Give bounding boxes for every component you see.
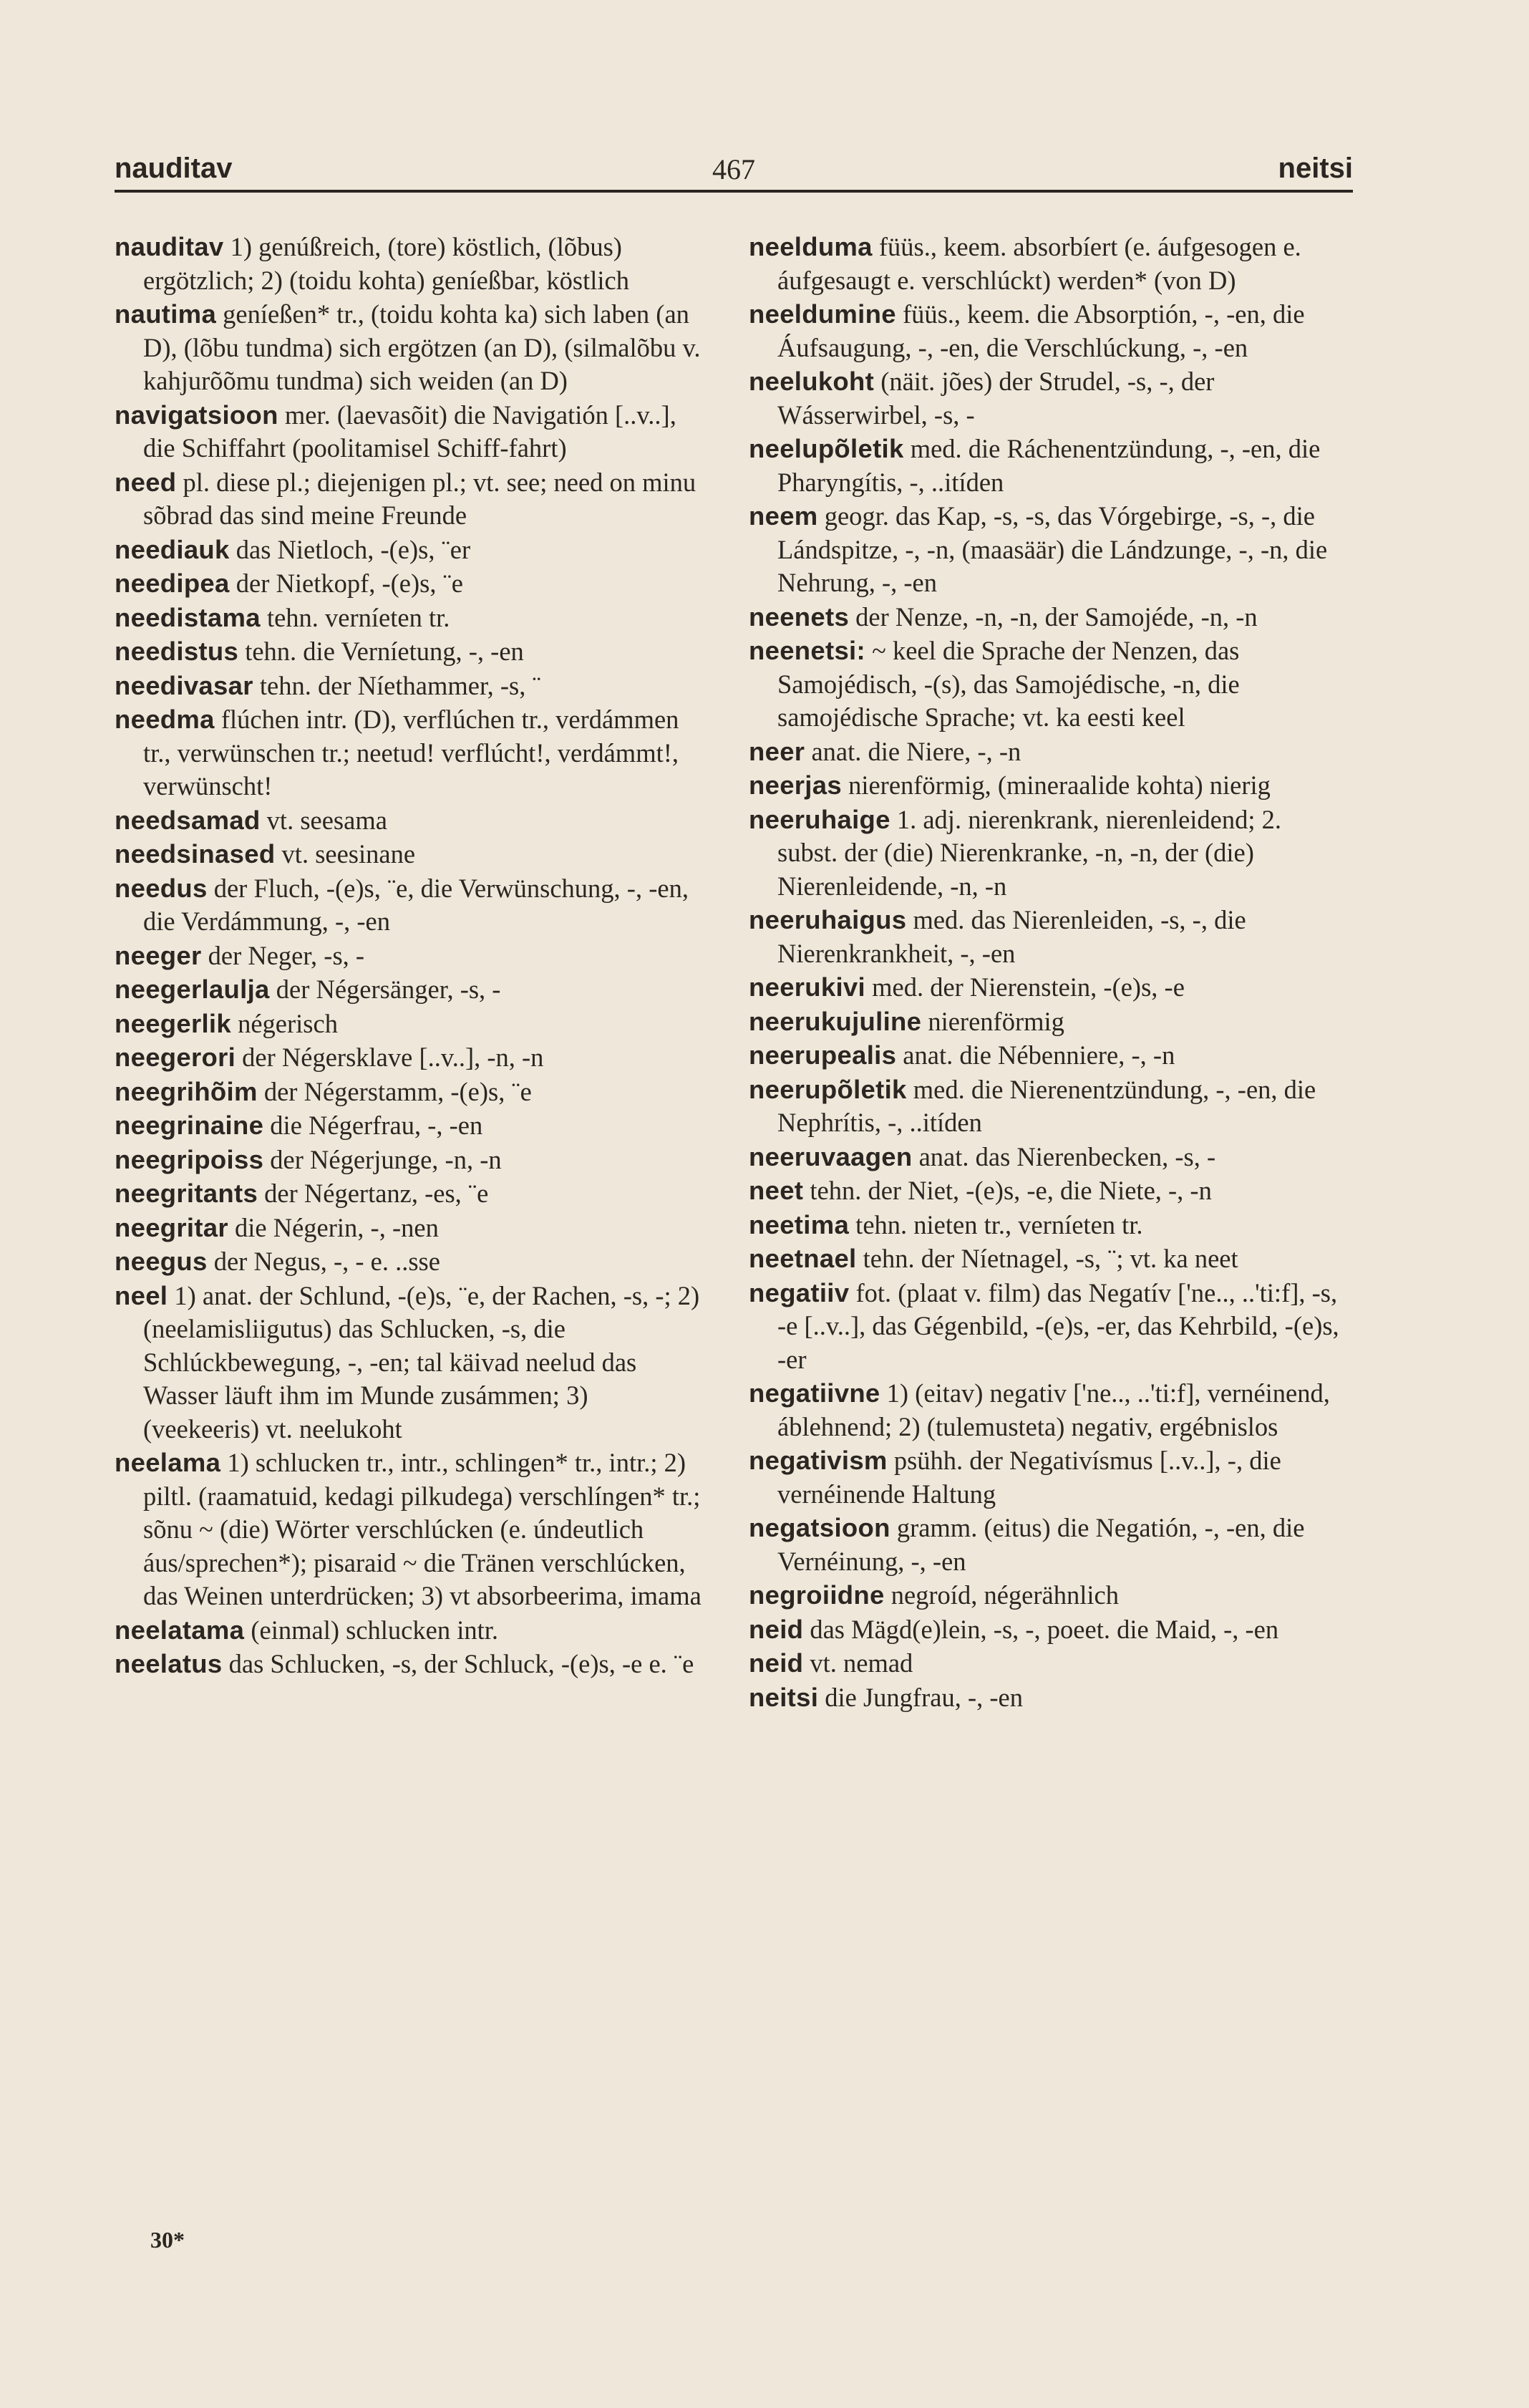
definition: der Nietkopf, -(e)s, ¨e (236, 569, 463, 598)
dictionary-entry (749, 1209, 1343, 1242)
definition: 1) anat. der Schlund, -(e)s, ¨e, der Rachen, -s, -; 2) (neelamisliigutus) das Schlucken, -s, die Schlúckbewegung, -, -en; tal käivad neelud das Wasser läuft ihm im Munde zusámmen; 3) (veekeeris) vt. neelukoht (143, 1280, 700, 1444)
dictionary-entry (749, 231, 1343, 297)
headword: neegerlaulja (115, 975, 270, 1004)
dictionary-entry (749, 634, 1343, 735)
definition: tehn. der Níethammer, -s, ¨ (259, 670, 541, 700)
headword: neenets (749, 601, 850, 632)
definition: das Nietloch, -(e)s, ¨er (236, 534, 471, 564)
dictionary-entry (115, 1648, 709, 1681)
headword: neitsi (749, 1682, 819, 1712)
definition: vt. nemad (810, 1648, 913, 1678)
header-last-word: neitsi (1278, 153, 1353, 184)
definition: ~ keel die Sprache der Nenzen, das Samojédisch, -(s), das Samojédische, -n, die samojédische Sprache; vt. ka eesti keel (777, 636, 1240, 732)
definition: 1) schlucken tr., intr., schlingen* tr., intr.; 2) piltl. (raamatuid, kedagi pilkudega) verschlíngen* tr.; sõnu ~ (die) Wörter verschlúcken (e. úndeutlich áus/sprechen*); pisaraid ~ die Tränen verschlúcken, das Weinen unterdrücken; 3) vt absorbeerima, imama (143, 1448, 702, 1610)
headword: neegerori (115, 1043, 236, 1072)
definition: mer. (laevasõit) die Navigatión [..v..], die Schiffahrt (poolitamisel Schiff-fahrt) (143, 400, 676, 463)
definition: vt. seesama (266, 805, 387, 835)
headword: neel (115, 1280, 168, 1310)
dictionary-entry (749, 971, 1343, 1005)
dictionary-entry (749, 601, 1343, 634)
headword: neelama (115, 1448, 221, 1477)
headword: negativism (749, 1446, 888, 1475)
dictionary-entry (749, 1039, 1343, 1073)
dictionary-entry (115, 703, 709, 803)
headword: negatiiv (749, 1277, 850, 1307)
headword: navigatsioon (115, 400, 278, 430)
dictionary-entry (749, 803, 1343, 904)
right-column (749, 231, 1343, 1715)
dictionary-entry (749, 1377, 1343, 1444)
headword: neeruvaagen (749, 1141, 913, 1171)
headword: negatiivne (749, 1378, 880, 1408)
definition: nierenförmig, (mineraalide kohta) nierig (848, 770, 1271, 800)
headword: neerupõletik (749, 1074, 907, 1104)
dictionary-entry (115, 1109, 709, 1143)
dictionary-entry (749, 500, 1343, 600)
definition: 1) genúßreich, (tore) köstlich, (lõbus) ergötzlich; 2) (toidu kohta) geníeßbar, köstlich (143, 232, 630, 295)
headword: needus (115, 873, 208, 903)
dictionary-entry (115, 939, 709, 973)
headword: needma (115, 705, 215, 734)
definition: füüs., keem. die Absorptión, -, -en, die Áufsaugung, -, -en, die Verschlúckung, -, -en (777, 299, 1305, 362)
dictionary-entry (115, 298, 709, 398)
dictionary-entry (115, 1075, 709, 1109)
dictionary-entry (115, 973, 709, 1007)
definition: die Jungfrau, -, -en (825, 1682, 1023, 1712)
headword: needivasar (115, 670, 253, 700)
dictionary-entry (749, 1681, 1343, 1715)
dictionary-entry (115, 1177, 709, 1211)
definition: flúchen intr. (D), verflúchen tr., verdámmen tr., verwünschen tr.; neetud! verflúcht!, verdámmt!, verwünscht! (143, 705, 679, 801)
headword: neerupealis (749, 1040, 897, 1070)
headword: neid (749, 1648, 804, 1678)
dictionary-entry (115, 533, 709, 567)
definition: 1) (eitav) negativ ['ne.., ..'ti:f], vernéinend, áblehnend; 2) (tulemusteta) negativ, ergébnislos (777, 1378, 1330, 1441)
definition: der Négersänger, -s, - (276, 975, 501, 1004)
left-column (115, 231, 709, 1682)
definition: vt. seesinane (281, 839, 416, 869)
definition: tehn. verníeten tr. (266, 602, 450, 632)
dictionary-entry (749, 1444, 1343, 1511)
definition: das Schlucken, -s, der Schluck, -(e)s, -e e. ¨e (228, 1649, 694, 1678)
definition: anat. das Nierenbecken, -s, - (918, 1141, 1216, 1171)
dictionary-entry (115, 1245, 709, 1279)
definition: med. der Nierenstein, -(e)s, -e (872, 972, 1185, 1002)
headword: neelupõletik (749, 434, 904, 463)
dictionary-entry (115, 635, 709, 669)
dictionary-entry (749, 1005, 1343, 1039)
headword: neegrihõim (115, 1076, 258, 1106)
dictionary-entry (749, 1141, 1343, 1174)
definition: psühh. der Negativísmus [..v..], -, die vernéinende Haltung (777, 1446, 1281, 1509)
definition: gramm. (eitus) die Negatión, -, -en, die Vernéinung, -, -en (777, 1513, 1305, 1576)
headword: neegerlik (115, 1008, 231, 1038)
headword: needistus (115, 637, 239, 666)
page-number: 467 (712, 153, 755, 185)
headword: neid (749, 1614, 804, 1644)
definition: tehn. die Verníetung, -, -en (245, 637, 524, 666)
dictionary-entry (115, 399, 709, 465)
dictionary-entry (115, 1280, 709, 1446)
dictionary-entry (749, 1613, 1343, 1647)
definition: (einmal) schlucken intr. (251, 1615, 499, 1645)
printer-signature: 30* (150, 2227, 185, 2253)
headword: neegus (115, 1247, 208, 1276)
definition: tehn. der Niet, -(e)s, -e, die Niete, -, -n (810, 1176, 1212, 1205)
definition: 1. adj. nierenkrank, nierenleidend; 2. subst. der (die) Nierenkranke, -n, -n, der (die) Nierenleidende, -n, -n (777, 804, 1282, 901)
headword: neeldumine (749, 299, 896, 329)
headword: neeruhaigus (749, 905, 907, 934)
dictionary-entry (115, 872, 709, 939)
dictionary-entry (749, 1277, 1343, 1377)
definition: der Fluch, -(e)s, ¨e, die Verwünschung, -, -en, die Verdámmung, -, -en (143, 873, 689, 936)
dictionary-entry (749, 1647, 1343, 1681)
definition: der Négersklave [..v..], -n, -n (242, 1043, 544, 1072)
headword: neegripoiss (115, 1144, 264, 1174)
headword: neelukoht (749, 367, 875, 396)
definition: tehn. nieten tr., verníeten tr. (855, 1209, 1143, 1239)
definition: geníeßen* tr., (toidu kohta ka) sich laben (an D), (lõbu tundma) sich ergötzen (an D), (silmalõbu v. kahjurõõmu tundma) sich weiden (an D) (143, 299, 701, 395)
dictionary-entry (749, 769, 1343, 803)
headword: neeger (115, 940, 202, 970)
definition: die Négerfrau, -, -en (270, 1111, 483, 1140)
dictionary-entry (749, 904, 1343, 970)
definition: med. die Nierenentzündung, -, -en, die Nephrítis, -, ..itíden (777, 1074, 1316, 1137)
headword: needistama (115, 602, 261, 632)
header-first-word: nauditav (115, 153, 233, 184)
headword: needsinased (115, 839, 276, 869)
headword: nautima (115, 299, 217, 329)
headword: needsamad (115, 805, 261, 835)
definition: negroíd, négerähnlich (890, 1580, 1119, 1610)
headword: neetnael (749, 1244, 857, 1273)
dictionary-entry (115, 601, 709, 635)
definition: négerisch (238, 1008, 338, 1038)
definition: der Négerstamm, -(e)s, ¨e (263, 1076, 532, 1106)
headword: neenetsi: (749, 636, 865, 665)
definition: fot. (plaat v. film) das Negatív ['ne.., ..'ti:f], -s, -e [..v..], das Gégenbild, -(e)s, -er, das Kehrbild, -(e)s, -er (777, 1277, 1339, 1374)
headword: negroiidne (749, 1580, 885, 1610)
headword: neegritar (115, 1212, 228, 1242)
definition: tehn. der Níetnagel, -s, ¨; vt. ka neet (863, 1244, 1238, 1273)
definition: der Nenze, -n, -n, der Samojéde, -n, -n (855, 601, 1258, 632)
definition: der Négertanz, -es, ¨e (264, 1179, 489, 1208)
running-header (115, 147, 1353, 193)
dictionary-entry (749, 298, 1343, 364)
dictionary-entry (115, 804, 709, 838)
headword: neem (749, 501, 818, 531)
dictionary-entry (115, 567, 709, 601)
dictionary-entry (115, 466, 709, 533)
dictionary-entry (115, 1007, 709, 1041)
dictionary-entry (749, 1242, 1343, 1276)
dictionary-entry (749, 432, 1343, 499)
definition: das Mägd(e)lein, -s, -, poeet. die Maid, -, -en (810, 1614, 1279, 1644)
headword: neerukivi (749, 972, 865, 1002)
headword: needipea (115, 569, 230, 598)
definition: pl. diese pl.; diejenigen pl.; vt. see; need on minu sõbrad das sind meine Freunde (143, 467, 696, 530)
definition: füüs., keem. absorbíert (e. áufgesogen e. áufgesaugt e. verschlúckt) werden* (von D) (777, 232, 1301, 295)
dictionary-entry (749, 1174, 1343, 1208)
headword: needіauk (115, 534, 230, 564)
headword: nauditav (115, 232, 224, 261)
dictionary-entry (115, 838, 709, 871)
headword: neerukujuline (749, 1006, 922, 1036)
headword: neeruhaige (749, 804, 890, 834)
headword: neelatus (115, 1649, 223, 1678)
definition: med. das Nierenleiden, -s, -, die Nierenkrankheit, -, -en (777, 905, 1246, 968)
definition: med. die Ráchenentzündung, -, -en, die Pharyngítis, -, ..itíden (777, 434, 1321, 497)
headword: neer (749, 736, 805, 766)
headword: neegrinaine (115, 1111, 264, 1140)
definition: der Neger, -s, - (208, 940, 365, 970)
dictionary-entry (115, 1614, 709, 1648)
definition: anat. die Nébenniere, -, -n (903, 1040, 1175, 1070)
dictionary-entry (115, 669, 709, 703)
headword: neegritants (115, 1179, 258, 1208)
headword: need (115, 467, 177, 497)
definition: geogr. das Kap, -s, -s, das Vórgebirge, -s, -, die Lándspitze, -, -n, (maasäär) die Lándzunge, -, -n, die Nehrung, -, -en (777, 501, 1328, 597)
headword: neerjas (749, 770, 842, 800)
definition: die Négerin, -, -nen (235, 1212, 439, 1242)
dictionary-entry (115, 1212, 709, 1245)
headword: neet (749, 1176, 804, 1205)
dictionary-entry (115, 1446, 709, 1613)
dictionary-entry (749, 1512, 1343, 1578)
definition: anat. die Niere, -, -n (811, 736, 1021, 766)
headword: neelduma (749, 232, 873, 261)
definition: nierenförmig (928, 1006, 1064, 1036)
definition: (näit. jões) der Strudel, -s, -, der Wásserwirbel, -s, - (777, 367, 1215, 430)
definition: der Négerjunge, -n, -n (270, 1144, 502, 1174)
dictionary-entry (749, 1579, 1343, 1612)
headword: negatsioon (749, 1513, 890, 1542)
dictionary-entry (115, 1041, 709, 1075)
headword: neelatama (115, 1615, 245, 1645)
dictionary-entry (749, 735, 1343, 769)
dictionary-entry (749, 1073, 1343, 1140)
dictionary-entry (115, 231, 709, 297)
definition: der Negus, -, - e. ..sse (213, 1247, 440, 1276)
dictionary-entry (749, 365, 1343, 432)
dictionary-entry (115, 1143, 709, 1177)
headword: neetima (749, 1209, 850, 1239)
